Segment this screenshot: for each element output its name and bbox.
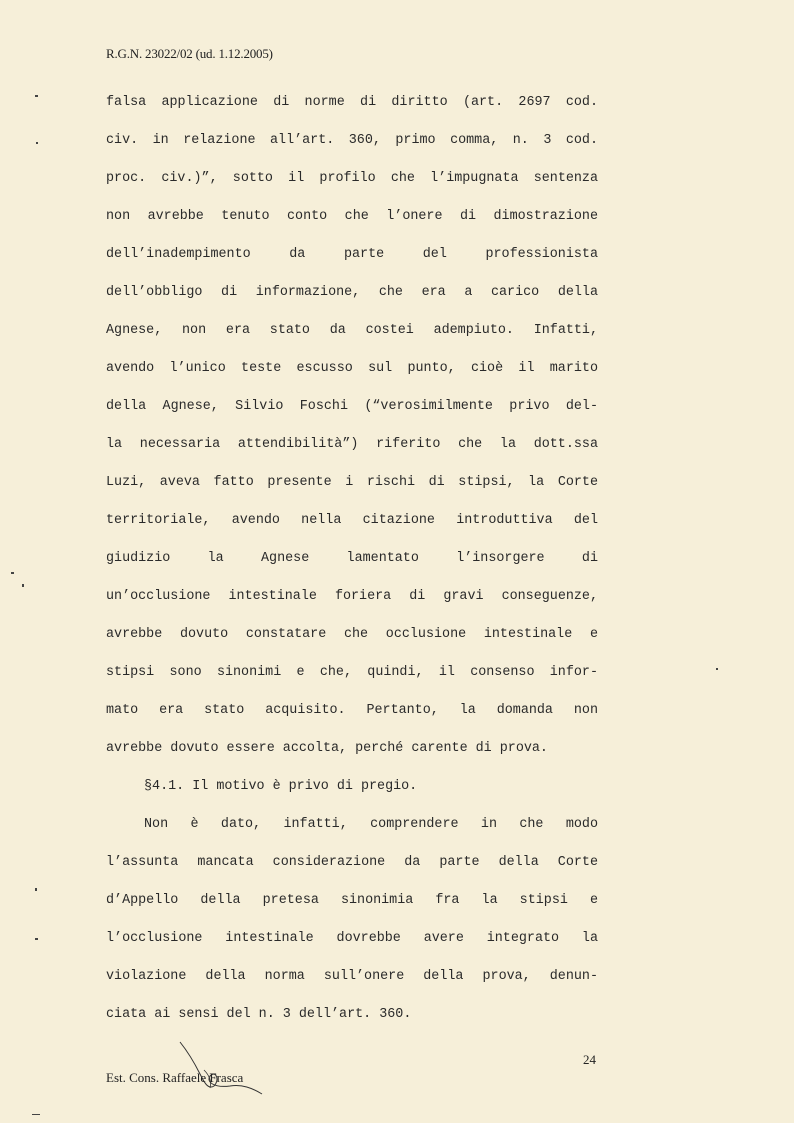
body-line: ciata ai sensi del n. 3 dell’art. 360. — [106, 1007, 412, 1022]
body-line: avrebbe dovuto essere accolta, perché carente di prova. — [106, 741, 548, 756]
body-line: proc. civ.)”, sotto il profilo che l’impugnata sentenza — [106, 171, 598, 186]
body-line: avendo l’unico teste escusso sul punto, cioè il marito — [106, 361, 598, 376]
body-line: Luzi, aveva fatto presente i rischi di stipsi, la Corte — [106, 475, 598, 490]
document-body — [106, 84, 598, 1034]
page-number: 24 — [583, 1052, 596, 1067]
body-line: l’assunta mancata considerazione da parte della Corte — [106, 855, 598, 870]
scan-speck — [35, 95, 38, 97]
case-reference-header: R.G.N. 23022/02 (ud. 1.12.2005) — [106, 46, 273, 61]
scan-speck — [22, 584, 24, 587]
body-line: un’occlusione intestinale foriera di gravi conseguenze, — [106, 589, 598, 604]
body-line: Agnese, non era stato da costei adempiuto. Infatti, — [106, 323, 598, 338]
body-line: avrebbe dovuto constatare che occlusione intestinale e — [106, 627, 598, 642]
scan-speck — [716, 668, 718, 670]
scan-speck — [32, 1114, 40, 1115]
scan-speck — [35, 888, 37, 891]
body-line: l’occlusione intestinale dovrebbe avere integrato la — [106, 931, 598, 946]
body-line: violazione della norma sull’onere della prova, denun- — [106, 969, 598, 984]
body-line: mato era stato acquisito. Pertanto, la domanda non — [106, 703, 598, 718]
handwritten-signature — [170, 1040, 270, 1095]
body-line: non avrebbe tenuto conto che l’onere di dimostrazione — [106, 209, 598, 224]
body-line: d’Appello della pretesa sinonimia fra la stipsi e — [106, 893, 598, 908]
body-line: Non è dato, infatti, comprendere in che modo — [144, 817, 598, 832]
scan-speck — [11, 572, 14, 574]
scan-speck — [35, 938, 38, 940]
body-line: stipsi sono sinonimi e che, quindi, il consenso infor- — [106, 665, 598, 680]
body-line: la necessaria attendibilità”) riferito che la dott.ssa — [106, 437, 598, 452]
body-line: dell’inadempimento da parte del professionista — [106, 247, 598, 262]
section-heading: §4.1. Il motivo è privo di pregio. — [144, 779, 418, 794]
body-line: civ. in relazione all’art. 360, primo comma, n. 3 cod. — [106, 133, 598, 148]
body-line: giudizio la Agnese lamentato l’insorgere di — [106, 551, 598, 566]
scan-speck — [36, 142, 38, 144]
body-line: dell’obbligo di informazione, che era a carico della — [106, 285, 598, 300]
body-line: della Agnese, Silvio Foschi (“verosimilmente privo del- — [106, 399, 598, 414]
body-line: falsa applicazione di norme di diritto (art. 2697 cod. — [106, 95, 598, 110]
signature-line: Est. Cons. Raffaele Frasca — [106, 1070, 244, 1085]
body-line: territoriale, avendo nella citazione introduttiva del — [106, 513, 598, 528]
